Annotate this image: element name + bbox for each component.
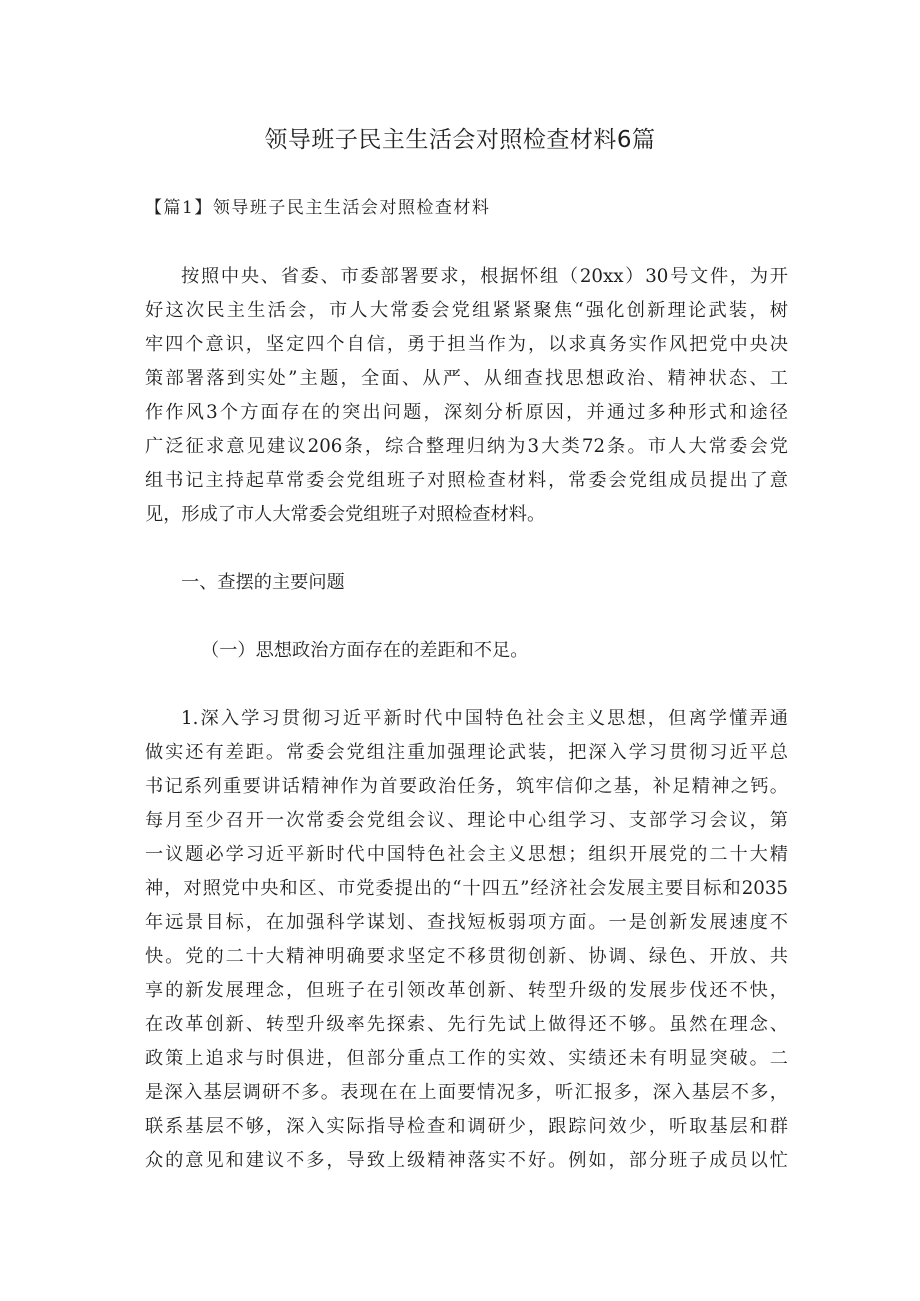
paragraph-line: 牢四个意识，坚定四个自信，勇于担当作为，以求真务实作风把党中央决: [145, 334, 788, 355]
paragraph-line: 策部署落到实处”主题，全面、从严、从细查找思想政治、精神状态、工: [145, 368, 788, 389]
paragraph-line: 享的新发展理念，但班子在引领改革创新、转型升级的发展步伐还不快，: [145, 980, 788, 1001]
paragraph-line: 作作风3个方面存在的突出问题，深刻分析原因，并通过多种形式和途径: [145, 402, 788, 423]
paragraph-line: 广泛征求意见建议206条，综合整理归纳为3大类72条。市人大常委会党: [145, 436, 788, 457]
paragraph-line: 联系基层不够，深入实际指导检查和调研少，跟踪问效少，听取基层和群: [145, 1116, 788, 1137]
paragraph-line: 书记系列重要讲话精神作为首要政治任务，筑牢信仰之基，补足精神之钙。: [145, 776, 788, 797]
paragraph-line: 神，对照党中央和区、市党委提出的“十四五”经济社会发展主要目标和2035: [145, 878, 788, 899]
paragraph-line: 见，形成了市人大常委会党组班子对照检查材料。: [145, 504, 546, 525]
paragraph-line: 每月至少召开一次常委会党组会议、理论中心组学习、支部学习会议，第: [145, 810, 788, 831]
paragraph-line: 快。党的二十大精神明确要求坚定不移贯彻创新、协调、绿色、开放、共: [145, 946, 788, 967]
paragraph-line: 年远景目标，在加强科学谋划、查找短板弱项方面。一是创新发展速度不: [145, 912, 788, 933]
subsection-heading: （一）思想政治方面存在的差距和不足。: [201, 640, 529, 661]
paragraph-line: 好这次民主生活会，市人大常委会党组紧紧聚焦“强化创新理论武装，树: [145, 300, 788, 321]
paragraph-line: 一议题必学习近平新时代中国特色社会主义思想；组织开展党的二十大精: [145, 844, 788, 865]
paragraph-line: 按照中央、省委、市委部署要求，根据怀组（20xx）30号文件，为开: [181, 266, 788, 287]
paragraph-line: 做实还有差距。常委会党组注重加强理论武装，把深入学习贯彻习近平总: [145, 742, 788, 763]
paragraph-line: 在改革创新、转型升级率先探索、先行先试上做得还不够。虽然在理念、: [145, 1014, 788, 1035]
paragraph-line: 众的意见和建议不多，导致上级精神落实不好。例如，部分班子成员以忙: [145, 1150, 788, 1171]
paragraph-line: 1.深入学习贯彻习近平新时代中国特色社会主义思想，但离学懂弄通: [181, 708, 788, 729]
paragraph-line: 是深入基层调研不多。表现在在上面要情况多，听汇报多，深入基层不多，: [145, 1082, 788, 1103]
section-heading: 一、查摆的主要问题: [181, 572, 345, 593]
paragraph-line: 政策上追求与时俱进，但部分重点工作的实效、实绩还未有明显突破。二: [145, 1048, 788, 1069]
paragraph-line: 组书记主持起草常委会党组班子对照检查材料，常委会党组成员提出了意: [145, 470, 788, 491]
document-title: 领导班子民主生活会对照检查材料6篇: [264, 127, 656, 153]
section-label: 【篇1】领导班子民主生活会对照检查材料: [145, 198, 491, 218]
